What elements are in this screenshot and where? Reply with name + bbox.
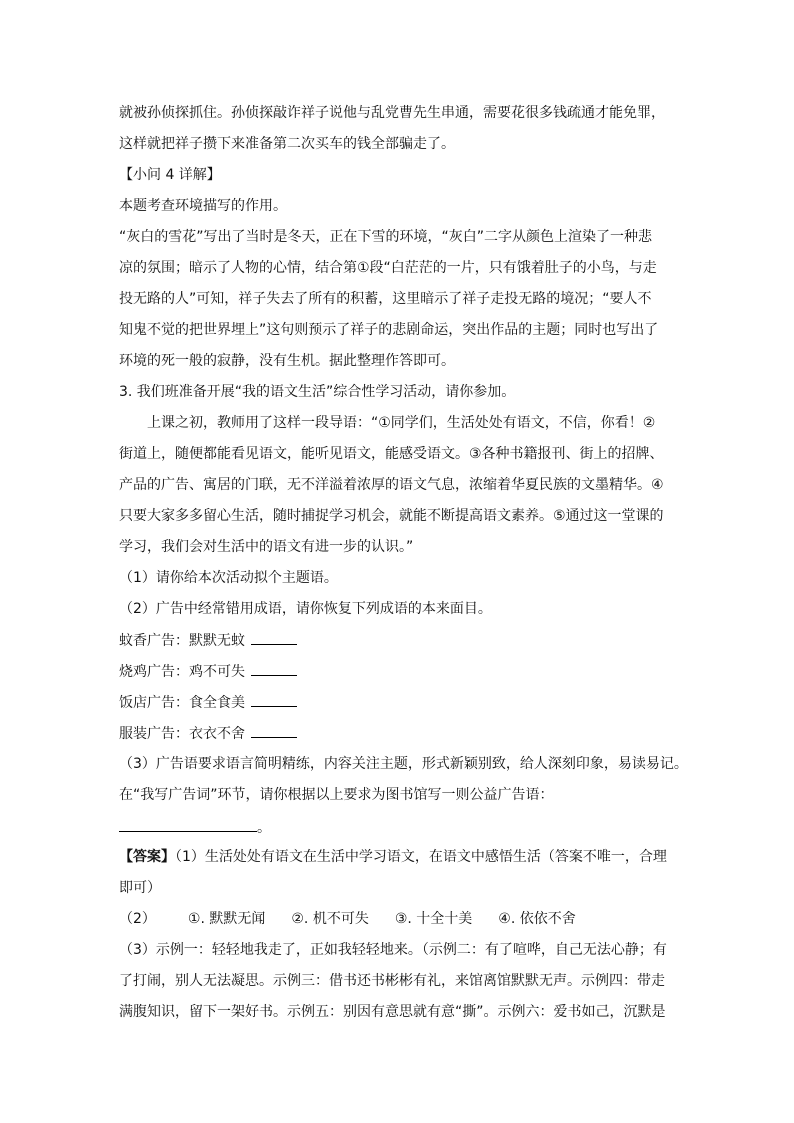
question-title: 3. 我们班准备开展“我的语文生活”综合性学习活动，请你参加。 (119, 384, 516, 400)
ad-item (119, 662, 297, 681)
options-prefix: （2） (119, 911, 156, 927)
text-line: 就被孙侦探抓住。孙侦探敲诈祥子说他与乱党曹先生串通，需要花很多钱疏通才能免罪， (119, 105, 665, 121)
text-line: 环境的死一般的寂静，没有生机。据此整理作答即可。 (119, 353, 455, 369)
text-line: 投无路的人”可知，祥子失去了所有的积蓄，这里暗示了祥子走投无路的境况；“要人不 (119, 291, 652, 307)
text-line: “灰白的雪花”写出了当时是冬天，正在下雪的环境，“灰白”二字从颜色上渲染了一种悲 (119, 229, 653, 245)
text-line: 这样就把祥子攒下来准备第二次买车的钱全部骗走了。 (119, 136, 455, 152)
option-4: ④. 依依不舍 (498, 911, 576, 927)
sub-question: （2）广告中经常错用成语，请你恢复下列成语的本来面目。 (119, 601, 492, 617)
text-line: 本题考查环境描写的作用。 (119, 198, 287, 214)
text-line: 即可） (119, 880, 161, 896)
answer-blank (251, 631, 297, 645)
answer-options (119, 910, 602, 928)
text-line: 知鬼不觉的把世界埋上”这句则预示了祥子的悲剧命运，突出作品的主题；同时也写出了 (119, 322, 659, 338)
section-heading: 【小问 4 详解】 (119, 167, 221, 183)
ad-text: 服装广告：衣衣不舍 (119, 726, 245, 742)
period: 。 (257, 820, 271, 836)
ad-text: 烧鸡广告：鸡不可失 (119, 664, 245, 680)
answer-line (119, 848, 667, 866)
text-line: 了打闹，别人无法凝思。示例三：借书还书彬彬有礼，来馆离馆默默无声。示例四：带走 (119, 973, 665, 989)
ad-text: 蚊香广告：默默无蚊 (119, 633, 245, 649)
answer-label: 【答案】 (119, 849, 175, 865)
text-line: 凉的氛围；暗示了人物的心情，结合第①段“白茫茫的一片，只有饿着肚子的小鸟，与走 (119, 260, 657, 276)
text-line: 满腹知识，留下一架好书。示例五：别因有意思就有意“撕”。示例六：爱书如己，沉默是 (119, 1004, 666, 1020)
answer-blank (251, 724, 297, 738)
option-2: ②. 机不可失 (291, 911, 369, 927)
ad-item (119, 693, 297, 712)
answer-text: （1）生活处处有语文在生活中学习语文，在语文中感悟生活（答案不唯一，合理 (175, 849, 667, 865)
ad-text: 饭店广告：食全食美 (119, 695, 245, 711)
text-line: 上课之初，教师用了这样一段导语：“①同学们，生活处处有语文，不信，你看！② (147, 415, 656, 431)
option-3: ③. 十全十美 (394, 911, 473, 927)
ad-item (119, 724, 297, 743)
sub-question: （1）请你给本次活动拟个主题语。 (119, 570, 338, 586)
answer-blank (119, 817, 257, 832)
ad-item (119, 631, 297, 650)
text-line: 产品的广告、寓居的门联，无不洋溢着浓厚的语文气息，浓缩着华夏民族的文墨精华。④ (119, 477, 664, 493)
text-line: 街道上，随便都能看见语文，能听见语文，能感受语文。③各种书籍报刊、街上的招牌、 (119, 446, 664, 462)
answer-blank (251, 693, 297, 707)
text-line: 学习，我们会对生活中的语文有进一步的认识。” (119, 539, 414, 555)
sub-question: （3）广告语要求语言简明精练，内容关注主题，形式新颖别致，给人深刻印象，易读易记。 (119, 756, 688, 772)
answer-blank (251, 662, 297, 676)
text-line: （3）示例一：轻轻地我走了，正如我轻轻地来。（示例二：有了喧哗，自己无法心静；有 (119, 942, 667, 958)
option-1: ①. 默默无闻 (187, 911, 266, 927)
text-line: 在“我写广告词”环节，请你根据以上要求为图书馆写一则公益广告语： (119, 787, 554, 803)
text-line: 只要大家多多留心生活，随时捕捉学习机会，就能不断提高语文素养。⑤通过这一堂课的 (119, 508, 664, 524)
answer-line (119, 817, 271, 837)
